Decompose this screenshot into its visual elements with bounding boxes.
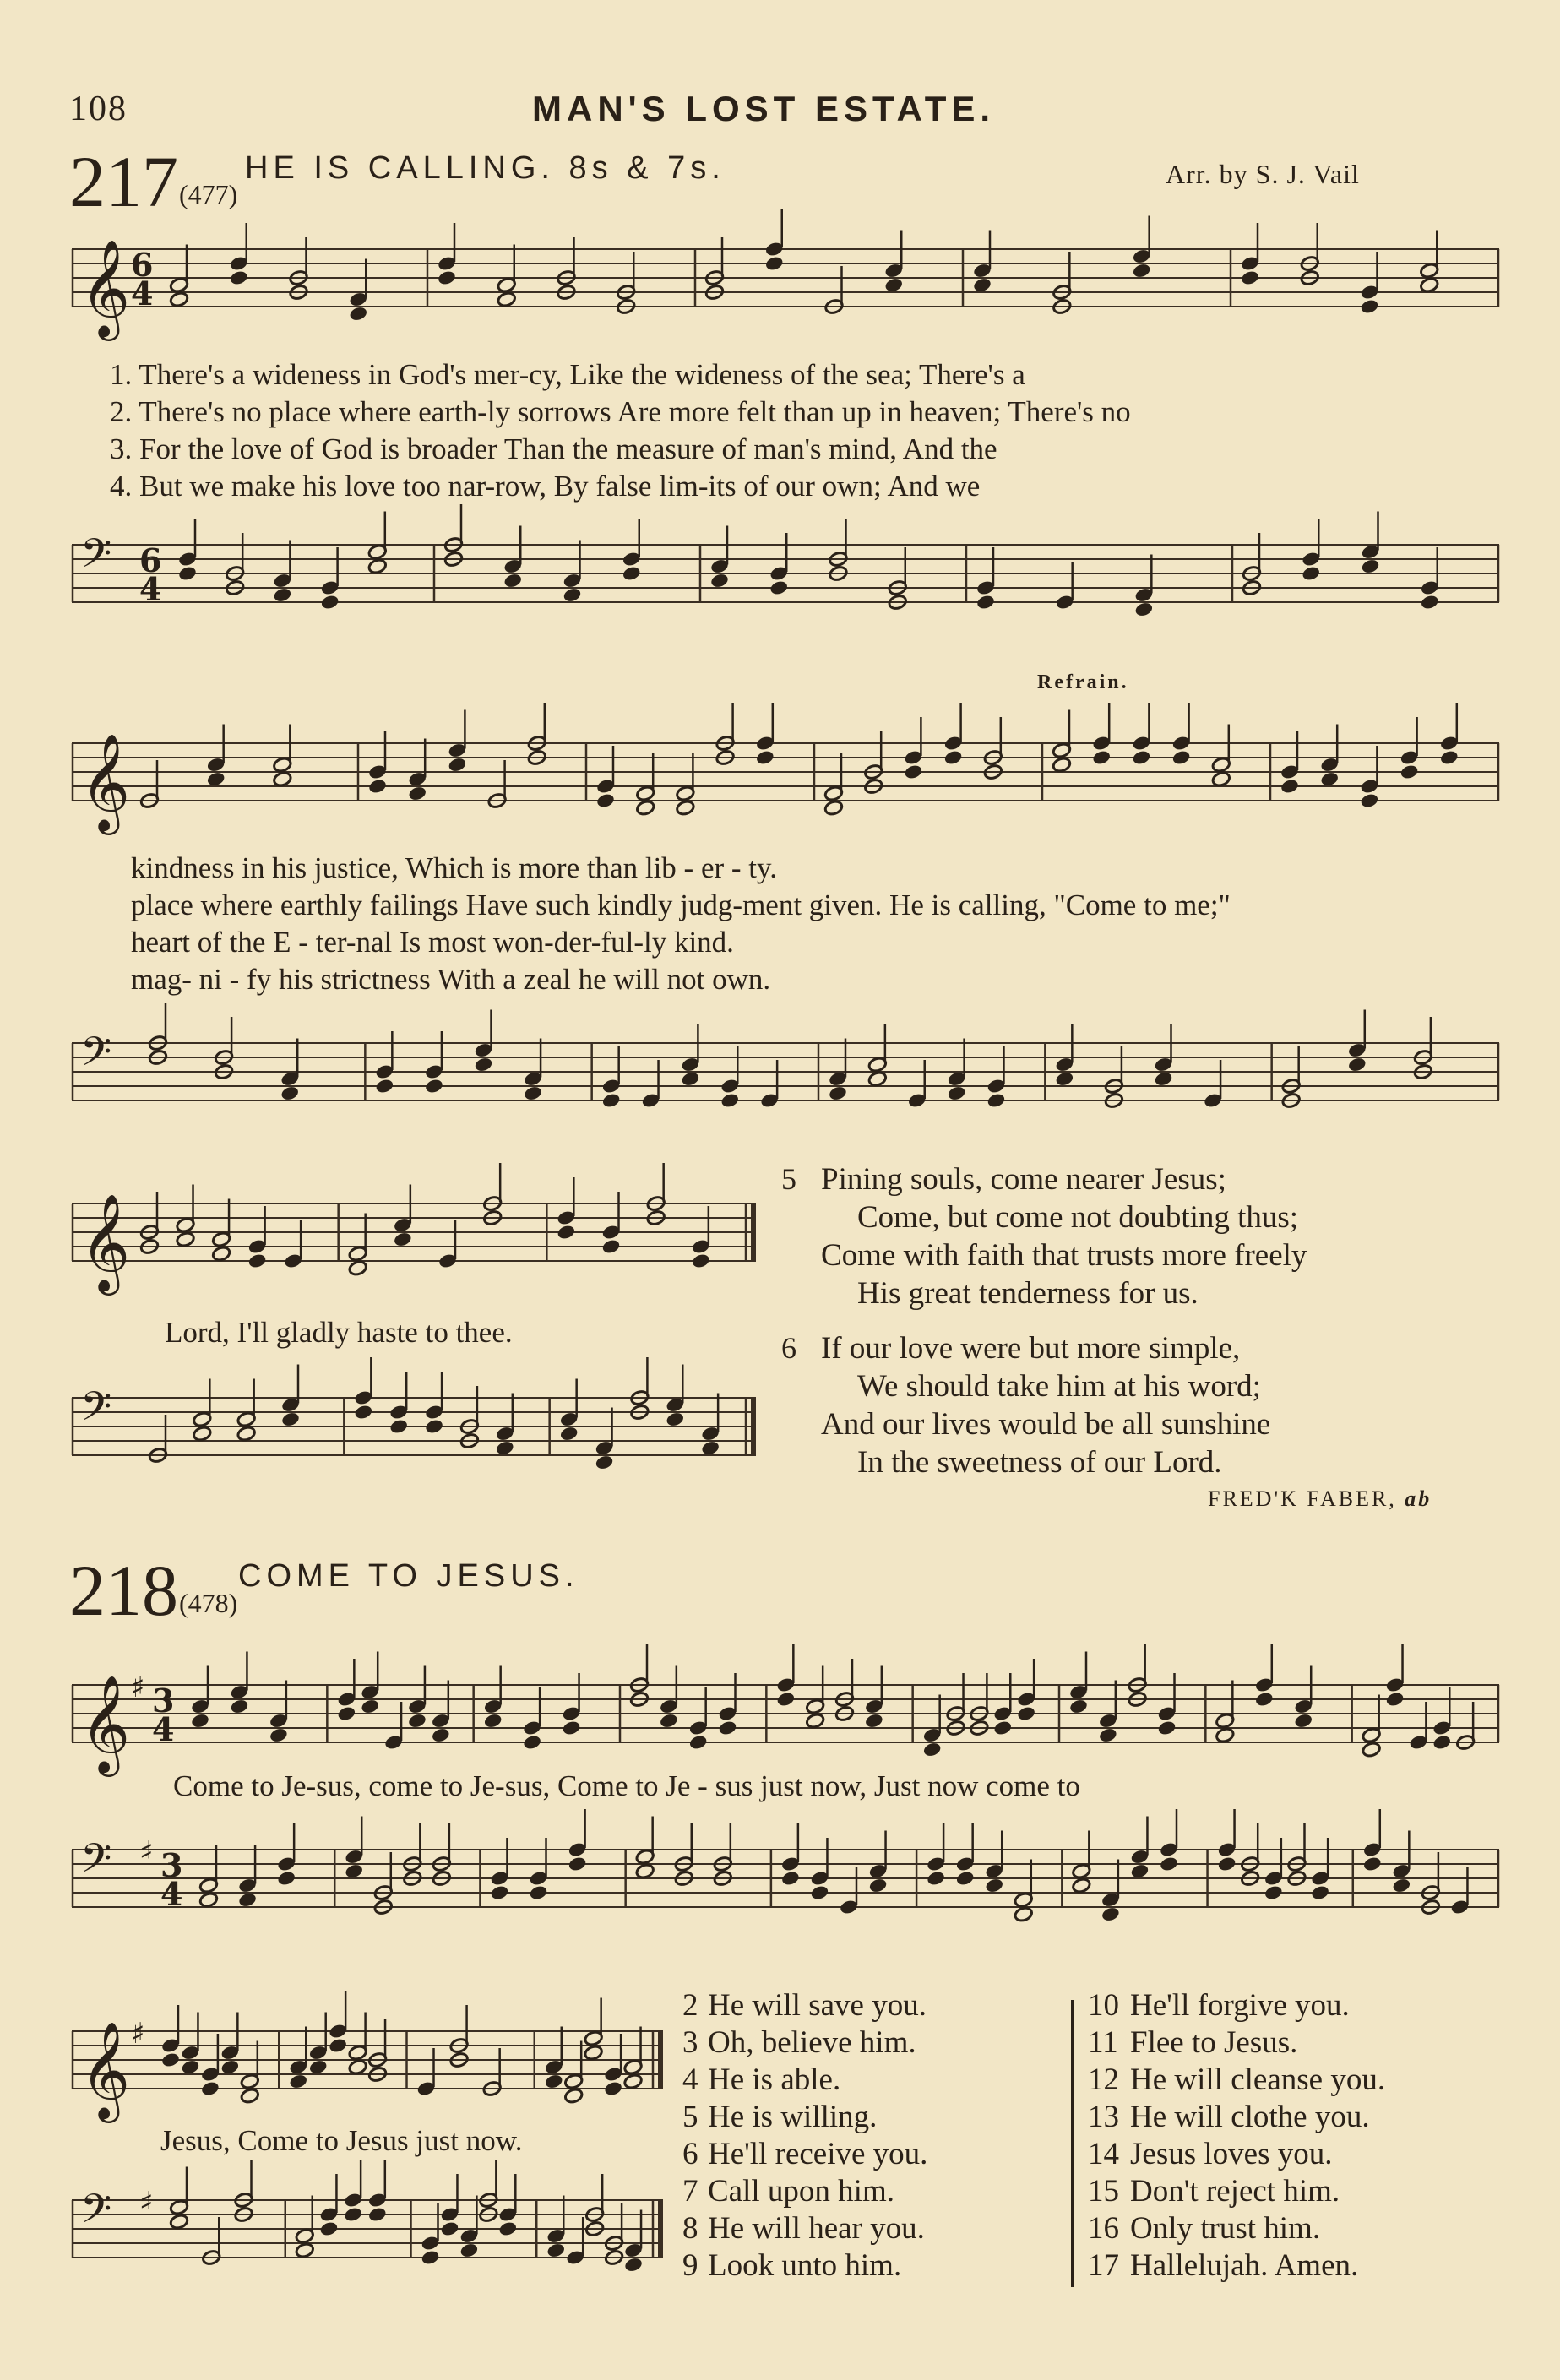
lyric-line: Jesus, Come to Jesus just now.: [160, 2124, 523, 2157]
verse-number: 3: [682, 2025, 698, 2060]
key-sharp-icon: ♯: [139, 1835, 154, 1869]
verse-number: 16: [1088, 2211, 1119, 2246]
verse-text: He is willing.: [708, 2100, 878, 2134]
treble-clef-icon: 𝄞: [80, 2020, 131, 2119]
stanza-line: And our lives would be all sunshine: [821, 1407, 1271, 1442]
lyric-line: mag- ni - fy his strictness With a zeal he will not own.: [131, 963, 771, 996]
bass-clef-icon: 𝄢: [80, 1383, 112, 1440]
verse-number: 12: [1088, 2062, 1119, 2097]
music-staff: [72, 224, 1499, 337]
verse-text: He will cleanse you.: [1130, 2062, 1386, 2097]
column-divider: [1071, 2000, 1074, 2287]
verse-number: 5: [682, 2100, 698, 2134]
music-staff: [72, 2175, 663, 2285]
stanza-line: Come with faith that trusts more freely: [821, 1238, 1307, 1273]
stanza-line: Pining souls, come nearer Jesus;: [821, 1162, 1226, 1197]
lyric-line: 2. There's no place where earth-ly sorrows Are more felt than up in heaven; There's no: [110, 395, 1131, 428]
verse-number: 8: [682, 2211, 698, 2246]
verse-number: 11: [1088, 2025, 1118, 2060]
author-credit: [1208, 1486, 1432, 1512]
verse-text: Look unto him.: [708, 2248, 902, 2283]
running-head: MAN'S LOST ESTATE.: [532, 89, 996, 128]
lyric-line: Lord, I'll gladly haste to thee.: [165, 1316, 513, 1349]
music-staff: [72, 1824, 1499, 1934]
hymn-number: 217: [69, 141, 178, 222]
bass-clef-icon: 𝄢: [80, 530, 112, 587]
lyric-line: 1. There's a wideness in God's mer-cy, Like the wideness of the sea; There's a: [110, 358, 1025, 391]
verse-text: Only trust him.: [1130, 2211, 1321, 2246]
key-sharp-icon: ♯: [131, 2017, 145, 2051]
author-name: FRED'K FABER,: [1208, 1486, 1397, 1511]
stanza-number: 6: [781, 1331, 796, 1365]
verse-text: He'll receive you.: [708, 2137, 928, 2171]
author-suffix: ab: [1405, 1486, 1432, 1511]
stanza-line: His great tenderness for us.: [857, 1276, 1199, 1311]
lyric-line: Come to Je-sus, come to Je-sus, Come to Je - sus just now, Just now come to: [173, 1769, 1080, 1802]
svg-text:4: 4: [160, 1875, 183, 1913]
verse-number: 9: [682, 2248, 698, 2283]
music-staff: [72, 1018, 1499, 1128]
music-staff: [72, 1178, 756, 1291]
verse-text: Call upon him.: [708, 2174, 894, 2209]
svg-text:4: 4: [131, 274, 154, 312]
verse-number: 6: [682, 2137, 698, 2171]
verse-text: Oh, believe him.: [708, 2025, 916, 2060]
music-staff: [72, 1660, 1499, 1773]
svg-text:4: 4: [139, 570, 162, 608]
verse-number: 2: [682, 1988, 698, 2023]
verse-text: He will save you.: [708, 1988, 927, 2023]
verse-number: 13: [1088, 2100, 1119, 2134]
hymn-reference: (478): [179, 1588, 238, 1618]
verse-number: 15: [1088, 2174, 1119, 2209]
page-number: 108: [69, 90, 128, 128]
verse-number: 4: [682, 2062, 698, 2097]
verse-text: Hallelujah. Amen.: [1130, 2248, 1359, 2283]
treble-clef-icon: 𝄞: [80, 1674, 131, 1773]
stanza-line: We should take him at his word;: [857, 1369, 1261, 1404]
lyric-line: place where earthly failings Have such kindly judg-ment given. He is calling, "Come to me;": [131, 888, 1231, 921]
lyric-line: heart of the E - ter-nal Is most won-der-ful-ly kind.: [131, 926, 734, 959]
hymn-number: 218: [69, 1550, 178, 1631]
verse-text: He will clothe you.: [1130, 2100, 1370, 2134]
verse-number: 10: [1088, 1988, 1119, 2023]
verse-text: He'll forgive you.: [1130, 1988, 1350, 2023]
verse-number: 14: [1088, 2137, 1119, 2171]
key-sharp-icon: ♯: [131, 1671, 145, 1704]
verse-text: He will hear you.: [708, 2211, 925, 2246]
treble-clef-icon: 𝄞: [80, 732, 131, 831]
music-staff: [72, 718, 1499, 831]
treble-clef-icon: 𝄞: [80, 238, 131, 337]
verse-number: 17: [1088, 2248, 1119, 2283]
svg-text:3: 3: [160, 1846, 183, 1884]
stanza-line: If our love were but more simple,: [821, 1331, 1241, 1366]
hymn-title: HE IS CALLING. 8s & 7s.: [245, 150, 726, 186]
bass-clef-icon: 𝄢: [80, 1028, 112, 1085]
svg-text:6: 6: [131, 246, 154, 284]
verse-number: 7: [682, 2174, 698, 2209]
verse-text: Don't reject him.: [1130, 2174, 1340, 2209]
verse-text: Jesus loves you.: [1130, 2137, 1333, 2171]
hymn-reference: (477): [179, 179, 238, 209]
music-staff: [72, 1372, 756, 1482]
treble-clef-icon: 𝄞: [80, 1193, 131, 1291]
arranger-credit: Arr. by S. J. Vail: [1166, 159, 1360, 189]
bass-clef-icon: 𝄢: [80, 2185, 112, 2242]
refrain-label: Refrain.: [1037, 671, 1129, 693]
hymn-title: COME TO JESUS.: [238, 1558, 579, 1594]
svg-text:3: 3: [152, 1682, 175, 1720]
svg-text:6: 6: [139, 541, 162, 579]
stanza-line: In the sweetness of our Lord.: [857, 1445, 1222, 1480]
music-staff: [72, 519, 1499, 629]
lyric-line: kindness in his justice, Which is more than lib - er - ty.: [131, 851, 778, 884]
lyric-line: 3. For the love of God is broader Than the measure of man's mind, And the: [110, 432, 997, 465]
key-sharp-icon: ♯: [139, 2186, 154, 2220]
verse-text: Flee to Jesus.: [1130, 2025, 1298, 2060]
bass-clef-icon: 𝄢: [80, 1834, 112, 1892]
music-staff: [72, 2006, 663, 2119]
stanza-line: Come, but come not doubting thus;: [857, 1200, 1299, 1235]
lyric-line: 4. But we make his love too nar-row, By false lim-its of our own; And we: [110, 470, 981, 503]
verse-text: He is able.: [708, 2062, 841, 2097]
stanza-number: 5: [781, 1162, 796, 1196]
svg-text:4: 4: [152, 1710, 175, 1748]
